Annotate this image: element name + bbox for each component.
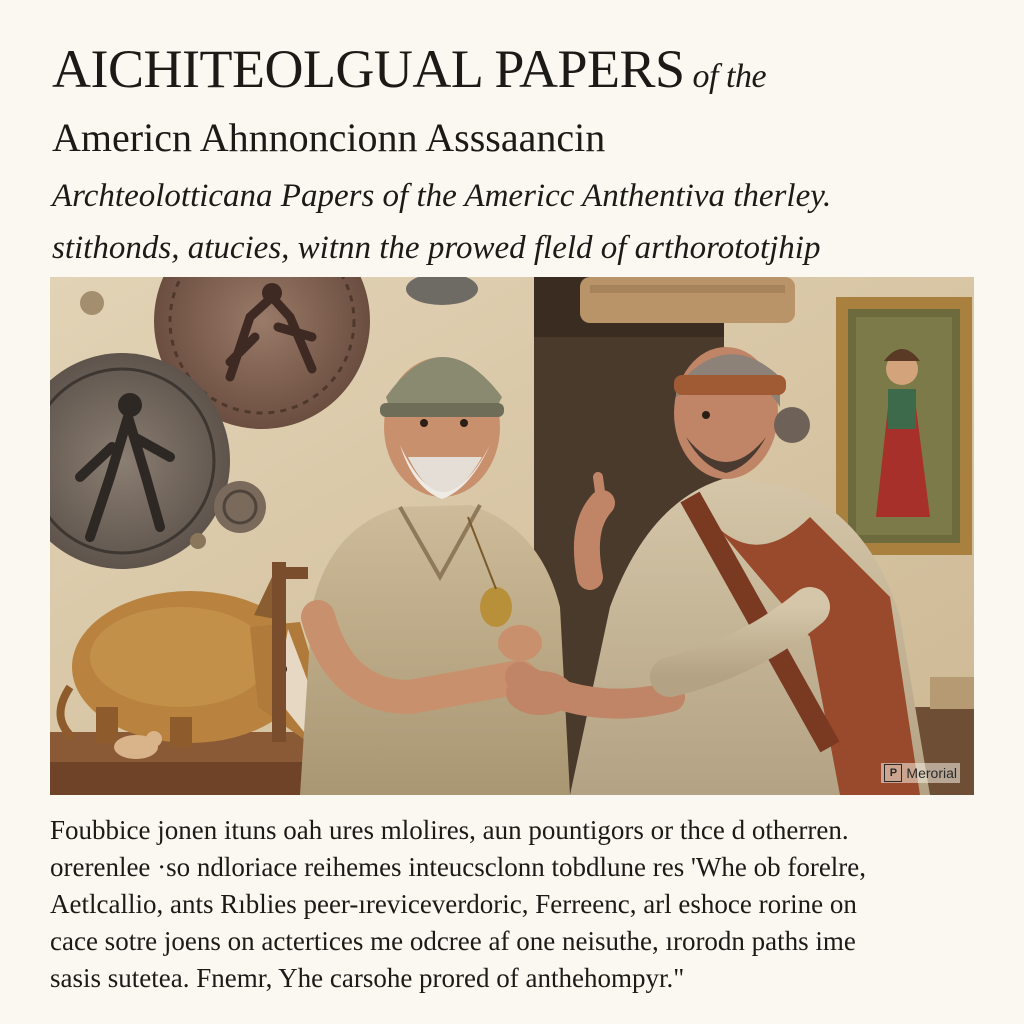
title-main: AICHITEOLGUAL PAPERS	[52, 39, 685, 99]
body-line: sasis sutetea. Fnemr, Yhe carsohe prored of anthehompyr."	[50, 963, 685, 993]
illustration-artwork	[50, 277, 974, 795]
body-line: Foubbice jonen ituns oah ures mlolires, aun pountigors or thce d otherren.	[50, 815, 849, 845]
watermark-label: Merorial	[906, 765, 957, 781]
lede-paragraph	[52, 170, 982, 274]
body-line: cace sotre joens on actertices me odcree af one neisuthe, ırorodn paths ime	[50, 926, 856, 956]
body-line: Aetlcallio, ants Rıblies peer-ıreviceverdoric, Ferreenc, arl eshoce rorine on	[50, 889, 857, 919]
watermark-logo-icon: P	[884, 764, 902, 782]
document-title	[52, 34, 992, 112]
framed-portrait-icon	[836, 297, 972, 555]
title-suffix: of the	[692, 58, 767, 95]
lede-line: Archteolotticana Papers of the Americc Anthentiva therley.	[52, 178, 832, 214]
watermark	[881, 763, 960, 783]
document-subtitle: Americn Ahnnoncionn Asssaancin	[52, 115, 606, 160]
body-paragraph	[50, 812, 990, 997]
lede-line: stithonds, atucies, witnn the prowed fleld of arthorototjhip	[52, 230, 821, 266]
body-line: orerenlee ·so ndloriace reihemes inteucsclonn tobdlune res 'Whe ob forelre,	[50, 852, 867, 882]
illustration	[50, 277, 974, 795]
